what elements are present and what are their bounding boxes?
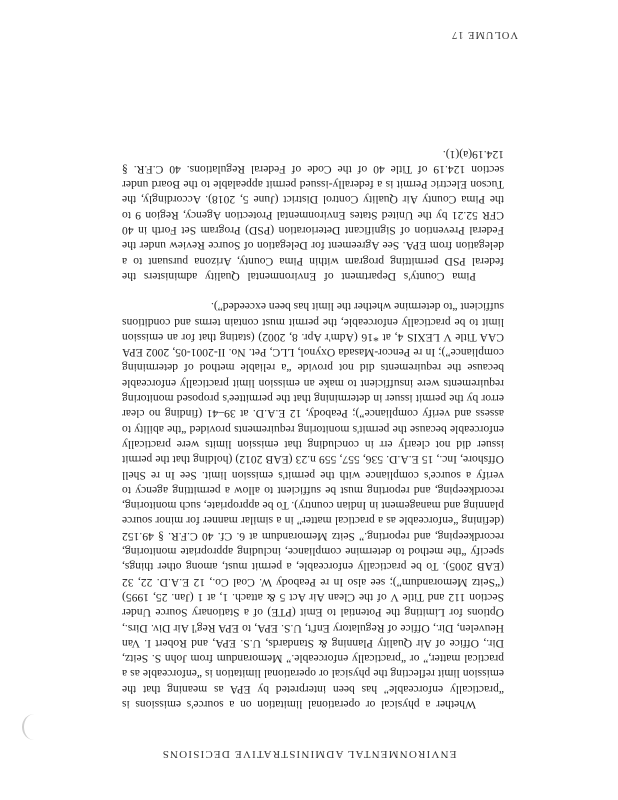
body-paragraph-2: Pima County's Department of Environmental Quality administers the federal PSD permitting program within Pima County, Arizona pursuant to a delegation from EPA. See Agreement for Delegation of Source Review under the Federal Prevention of Significant Deterioration (PSD) Program Set Forth in 40 CFR 52.21 by the United States Environmental Protection Agency, Region 9 to the Pima County Air Quality Control District (June 5, 2018). Accordingly, the Tucson Electric Permit is a federally-issued permit appealable to the Board under section 124.19 of Title 40 of the Code of Federal Regulations. 40 C.F.R. § 124.19(a)(1).: [122, 147, 504, 283]
scan-corner-mark: [22, 714, 46, 740]
running-header: ENVIRONMENTAL ADMINISTRATIVE DECISIONS: [161, 748, 457, 760]
body-paragraph-1: Whether a physical or operational limitation on a source's emissions is “practically enforceable” has been interpreted by EPA as meaning that the emission limit reflecting the physical or operational limitation is “enforceable as a practical matter,” or “practically enforceable.” Memorandum from John S. Seitz, Dir., Office of Air Quality Planning & Standards, U.S. EPA, and Robert I. Van Heuvelen, Dir., Office of Regulatory Enf't, U.S. EPA, to EPA Reg'l Air Div. Dirs., Options for Limiting the Potential to Emit (PTE) of a Stationary Source Under Section 112 and Title V of the Clean Air Act 5 & attach. 1, at 1 (Jan. 25, 1995) (“Seitz Memorandum”); see also In re Peabody W. Coal Co., 12 E.A.D. 22, 32 (EAB 2005). To be practically enforceable, a permit must, among other things, specify “the method to determine compliance, including appropriate monitoring, recordkeeping, and reporting.” Seitz Memorandum at 6. Cf. 40 C.F.R. § 49.152 (defining “enforceable as a practical matter” in a similar manner for minor source planning and management in Indian country). To be appropriate, such monitoring, recordkeeping, and reporting must be sufficient to allow a permitting agency to verify a source's compliance with the permit's emission limit. See In re Shell Offshore, Inc., 15 E.A.D. 536, 557, 559 n.23 (EAB 2012) (holding that the permit issuer did not clearly err in concluding that emission limits were practically enforceable because the permit's monitoring requirements provided “the ability to assess and verify compliance”); Peabody, 12 E.A.D. at 39–41 (finding no clear error by the permit issuer in determining that the permittee's proposed monitoring requirements were insufficient to make an emission limit practically enforceable because the requirements did not provide “a reliable method of determining compliance”); In re Pencor-Masada Oxynol, LLC, Pet. No. II-2001-05, 2002 EPA CAA Title V LEXIS 4, at *16 (Adm'r Apr. 8, 2002) (stating that for an emission limit to be practically enforceable, the permit must contain terms and conditions sufficient “to determine whether the limit has been exceeded”).: [122, 300, 504, 711]
document-body: [122, 146, 504, 712]
volume-footer: VOLUME 17: [450, 29, 518, 40]
